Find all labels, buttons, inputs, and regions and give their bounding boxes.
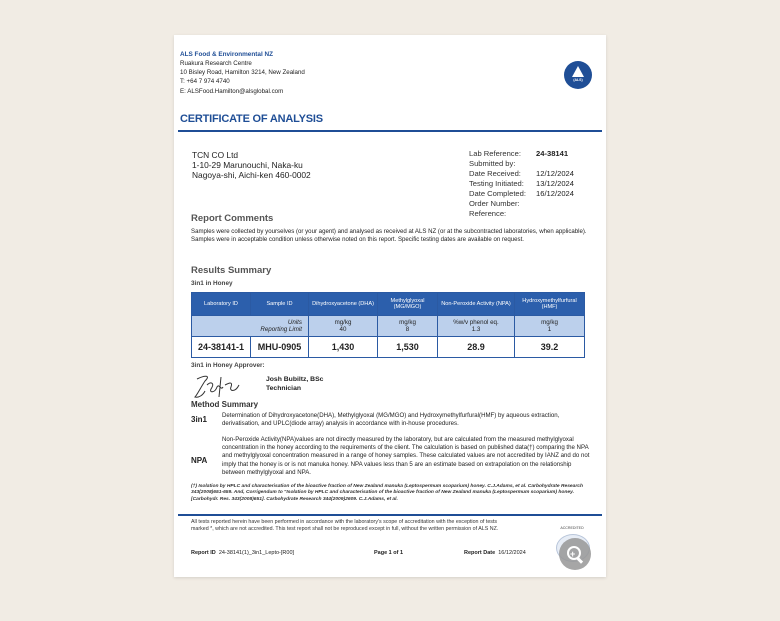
lab-email: E: ALSFood.Hamilton@alsglobal.com <box>180 88 284 95</box>
ref-value: 13/12/2024 <box>536 179 575 188</box>
units-row <box>192 316 585 337</box>
client-name: TCN CO Ltd <box>192 150 239 160</box>
method-heading: Method Summary <box>191 400 259 409</box>
ref-label: Submitted by: <box>469 159 516 168</box>
ref-label: Date Received: <box>469 169 521 178</box>
lab-centre: Ruakura Research Centre <box>180 60 252 67</box>
unit-cell <box>309 316 378 337</box>
report-id-label: Report ID <box>191 550 216 556</box>
logo-text: (ALS) <box>573 78 583 82</box>
approver-label: 3in1 in Honey Approver: <box>191 362 265 369</box>
limit-value: 1.3 <box>471 326 481 333</box>
col-header: Sample ID <box>251 293 309 316</box>
comments-text: Samples were collected by yourselves (or your agent) and analysed as received at ALS NZ (or at the subcontracted laboratories, when applicable). Samples were in acceptable condition unless otherwise noted on this report. Specific testing dates are available on request. <box>191 228 587 244</box>
approver-name: Josh Bubiltz, BSc <box>266 376 324 383</box>
npa-cell: 28.9 <box>438 337 515 358</box>
method-label-npa: NPA <box>191 456 208 465</box>
lab-address: 10 Bisley Road, Hamilton 3214, New Zealand <box>180 69 305 76</box>
sample-id-cell: MHU-0905 <box>251 337 309 358</box>
method-text-npa: Non-Peroxide Activity(NPA)values are not directly measured by the laboratory, but are calculated from the measured methylglyoxal concentration in the honey according to the requirements of the client. The calculation is based on published data(†) comparing the NPA and methylglyoxal concentration measured in a range of honey samples. These calculated values are not accredited by IANZ and do not imply that the honey is or is not manuka honey. NPA values less than 5 are an estimate based on extrapolation on the relationship between methylglyoxal and NPA. <box>222 436 590 476</box>
unit-cell <box>378 316 438 337</box>
dha-cell: 1,430 <box>309 337 378 358</box>
ref-label: Order Number: <box>469 199 520 208</box>
unit-value: mg/kg <box>541 319 558 326</box>
ref-label: Lab Reference: <box>469 149 521 158</box>
limit-value: 8 <box>405 326 410 333</box>
ref-value: 16/12/2024 <box>536 189 575 198</box>
table-row <box>192 337 585 358</box>
citation: (†) Isolation by HPLC and characterisation of the bioactive fraction of New Zealand manuka (Leptospermum scoparium) honey. C.J.Adams, et al. Carbohydrate Research 343(2008)651-659. And, Corrigendum to "Isolation by HPLC and characterisation of the bioactive fraction of New Zealand manuka (Leptospermum scoparium) honey. [Carbohydr. Res. 343(2008)651]. Carbohydrate Research 344(2009)2609. C.J.Adams, et al. <box>191 484 583 502</box>
certificate-page <box>174 35 606 577</box>
client-address-line1: 1-10-29 Marunouchi, Naka-ku <box>192 160 303 170</box>
results-table <box>191 292 585 358</box>
col-header: Laboratory ID <box>192 293 251 316</box>
page-number: Page 1 of 1 <box>374 550 404 556</box>
footer-divider <box>178 514 602 516</box>
signature-icon <box>191 371 245 401</box>
unit-value: mg/kg <box>334 319 352 326</box>
table-header-row <box>192 293 585 316</box>
footer-text: All tests reported herein have been performed in accordance with the laboratory's scope of accreditation with the exception of tests marked *, which are not accredited. This test report shall not be reproduced except in full, without the written permission of ALS NZ. <box>191 519 499 532</box>
mgo-cell: 1,530 <box>378 337 438 358</box>
col-header: Non-Peroxide Activity (NPA) <box>438 293 515 316</box>
accredited-text: ACCREDITED <box>560 526 584 530</box>
unit-value: %w/v phenol eq. <box>453 319 499 326</box>
limit-value: 40 <box>339 326 347 333</box>
method-text-3in1: Determination of Dihydroxyacetone(DHA), Methylglyoxal (MG/MGO) and Hydroxymethylfurfural(HMF) by aqueous extraction, derivatisation, and UPLC(diode array) analysis in accordance with in-house procedures. <box>222 412 560 428</box>
client-address-line2: Nagoya-shi, Aichi-ken 460-0002 <box>192 170 311 180</box>
page-title: CERTIFICATE OF ANALYSIS <box>180 113 323 125</box>
ref-value: 12/12/2024 <box>536 169 575 178</box>
ref-label: Date Completed: <box>469 189 526 198</box>
als-logo-icon <box>564 61 592 89</box>
unit-cell <box>438 316 515 337</box>
report-date-value: 16/12/2024 <box>498 550 526 556</box>
col-header: Hydroxymethylfurfural (HMF) <box>515 293 585 316</box>
hmf-cell: 39.2 <box>515 337 585 358</box>
report-id <box>191 550 294 556</box>
title-divider <box>178 130 602 132</box>
units-label-cell <box>192 316 309 337</box>
col-header: Dihydroxyacetone (DHA) <box>309 293 378 316</box>
unit-value: mg/kg <box>399 319 416 326</box>
ref-label: Reference: <box>469 209 507 218</box>
lab-name: ALS Food & Environmental NZ <box>180 51 274 58</box>
units-label: Units <box>287 319 302 326</box>
col-header: Methylglyoxal (MG/MGO) <box>378 293 438 316</box>
comments-heading: Report Comments <box>191 213 274 224</box>
report-date-label: Report Date <box>464 550 496 556</box>
results-subheading: 3in1 in Honey <box>191 280 233 287</box>
approver-role: Technician <box>266 385 301 392</box>
lab-id-cell: 24-38141-1 <box>192 337 251 358</box>
ref-value: 24-38141 <box>536 149 569 158</box>
limit-value: 1 <box>547 326 552 333</box>
method-label-3in1: 3in1 <box>191 415 208 424</box>
results-heading: Results Summary <box>191 265 272 276</box>
lab-phone: T: +64 7 974 4740 <box>180 78 230 85</box>
report-date <box>464 550 526 556</box>
unit-cell <box>515 316 585 337</box>
report-id-value: 24-38141(1)_3in1_Lepto-[R00] <box>218 550 295 556</box>
ref-label: Testing Initiated: <box>469 179 524 188</box>
zoom-in-button[interactable]: + <box>559 538 591 570</box>
reporting-limit-label: Reporting Limit <box>260 326 302 333</box>
